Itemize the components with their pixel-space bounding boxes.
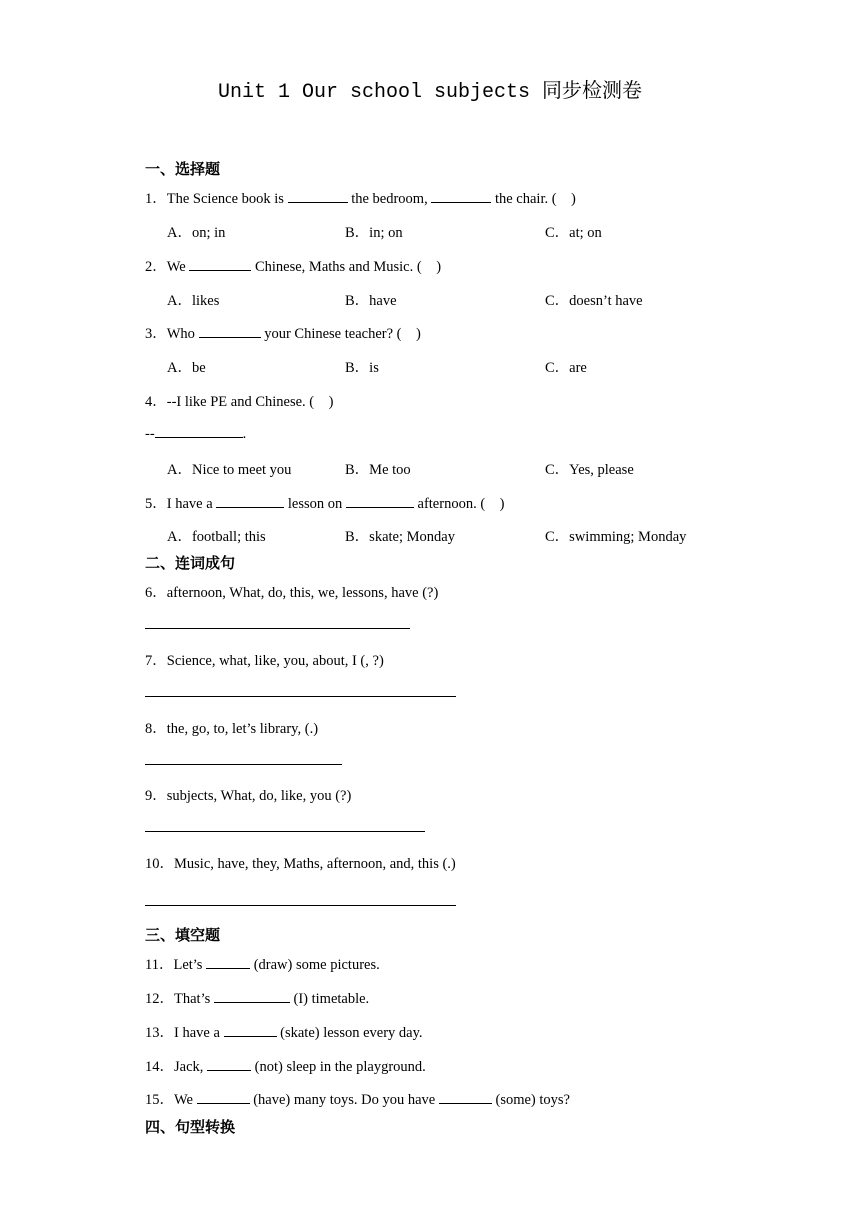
question-3 — [145, 322, 421, 343]
question-8: 8．the, go, to, let’s library, (.) — [145, 721, 319, 737]
question-text: I have a — [166, 496, 217, 512]
answer-blank[interactable] — [189, 257, 251, 271]
question-hint: (have) many toys. Do you have — [249, 1092, 439, 1108]
question-text: Chinese, Maths and Music. ( ) — [251, 259, 442, 275]
question-text: 15．We — [145, 1092, 197, 1108]
question-hint: (skate) lesson every day. — [276, 1025, 423, 1041]
question-text: --I like PE and Chinese. ( ) — [166, 394, 334, 410]
question-6: 6．afternoon, What, do, this, we, lessons, have (?) — [145, 585, 439, 601]
question-9: 9．subjects, What, do, like, you (?) — [145, 788, 352, 804]
section-heading-fill: 三、填空题 — [145, 926, 221, 944]
question-14 — [145, 1055, 426, 1076]
answer-blank[interactable] — [346, 494, 414, 508]
section-heading-choice: 一、选择题 — [145, 160, 221, 178]
answer-line[interactable] — [145, 831, 425, 832]
question-13 — [145, 1021, 423, 1042]
option-a[interactable]: A．on; in — [167, 225, 226, 241]
question-text: the bedroom, — [347, 191, 432, 207]
answer-blank[interactable] — [199, 324, 261, 338]
question-hint: (some) toys? — [491, 1092, 570, 1108]
question-number: 2． — [145, 259, 167, 275]
reply-suffix: . — [242, 426, 247, 442]
question-2 — [145, 255, 441, 276]
answer-blank[interactable] — [431, 189, 491, 203]
question-12 — [145, 987, 369, 1008]
question-number: 1． — [145, 191, 167, 207]
option-c[interactable]: C．doesn’t have — [545, 293, 643, 309]
question-hint: (not) sleep in the playground. — [251, 1059, 426, 1075]
question-number: 5． — [145, 496, 167, 512]
answer-blank[interactable] — [155, 424, 243, 438]
question-text: your Chinese teacher? ( ) — [260, 326, 421, 342]
question-hint: (I) timetable. — [289, 991, 370, 1007]
page-title: Unit 1 Our school subjects 同步检测卷 — [217, 81, 643, 104]
question-text: 14．Jack, — [145, 1059, 208, 1075]
question-text: afternoon. ( ) — [413, 496, 505, 512]
question-4-reply — [145, 424, 246, 443]
question-text: 13．I have a — [145, 1025, 224, 1041]
question-text: 12．That’s — [145, 991, 214, 1007]
question-11 — [145, 953, 380, 974]
question-text: Who — [166, 326, 199, 342]
question-number: 3． — [145, 326, 167, 342]
answer-blank[interactable] — [206, 955, 250, 969]
answer-line[interactable] — [145, 628, 410, 629]
answer-blank[interactable] — [224, 1023, 277, 1037]
section-heading-ordering: 二、连词成句 — [145, 554, 236, 572]
question-text: 11．Let’s — [145, 957, 207, 973]
section-heading-transform: 四、句型转换 — [145, 1118, 236, 1136]
answer-blank[interactable] — [216, 494, 284, 508]
answer-blank[interactable] — [439, 1090, 492, 1104]
question-text: the chair. ( ) — [491, 191, 576, 207]
option-b[interactable]: B．have — [345, 293, 397, 309]
option-a[interactable]: A．football; this — [167, 529, 266, 545]
option-c[interactable]: C．are — [545, 360, 587, 376]
option-a[interactable]: A．likes — [167, 293, 220, 309]
question-number: 4． — [145, 394, 167, 410]
question-4 — [145, 390, 333, 411]
question-10: 10．Music, have, they, Maths, afternoon, and, this (.) — [145, 856, 456, 872]
option-b[interactable]: B．Me too — [345, 462, 411, 478]
answer-line[interactable] — [145, 696, 456, 697]
option-b[interactable]: B．skate; Monday — [345, 529, 455, 545]
question-hint: (draw) some pictures. — [250, 957, 380, 973]
answer-blank[interactable] — [197, 1090, 250, 1104]
option-b[interactable]: B．in; on — [345, 225, 403, 241]
option-a[interactable]: A．be — [167, 360, 206, 376]
answer-blank[interactable] — [288, 189, 348, 203]
answer-blank[interactable] — [207, 1057, 251, 1071]
question-5 — [145, 492, 504, 513]
answer-line[interactable] — [145, 905, 456, 906]
option-c[interactable]: C．Yes, please — [545, 462, 634, 478]
question-text: We — [166, 259, 190, 275]
option-b[interactable]: B．is — [345, 360, 379, 376]
question-15 — [145, 1088, 570, 1109]
question-text: The Science book is — [166, 191, 288, 207]
answer-blank[interactable] — [214, 989, 290, 1003]
reply-prefix: -- — [145, 426, 155, 442]
question-1 — [145, 187, 576, 208]
option-c[interactable]: C．swimming; Monday — [545, 529, 687, 545]
option-c[interactable]: C．at; on — [545, 225, 602, 241]
option-a[interactable]: A．Nice to meet you — [167, 462, 292, 478]
answer-line[interactable] — [145, 764, 342, 765]
question-text: lesson on — [284, 496, 346, 512]
question-7: 7．Science, what, like, you, about, I (, ?) — [145, 653, 384, 669]
